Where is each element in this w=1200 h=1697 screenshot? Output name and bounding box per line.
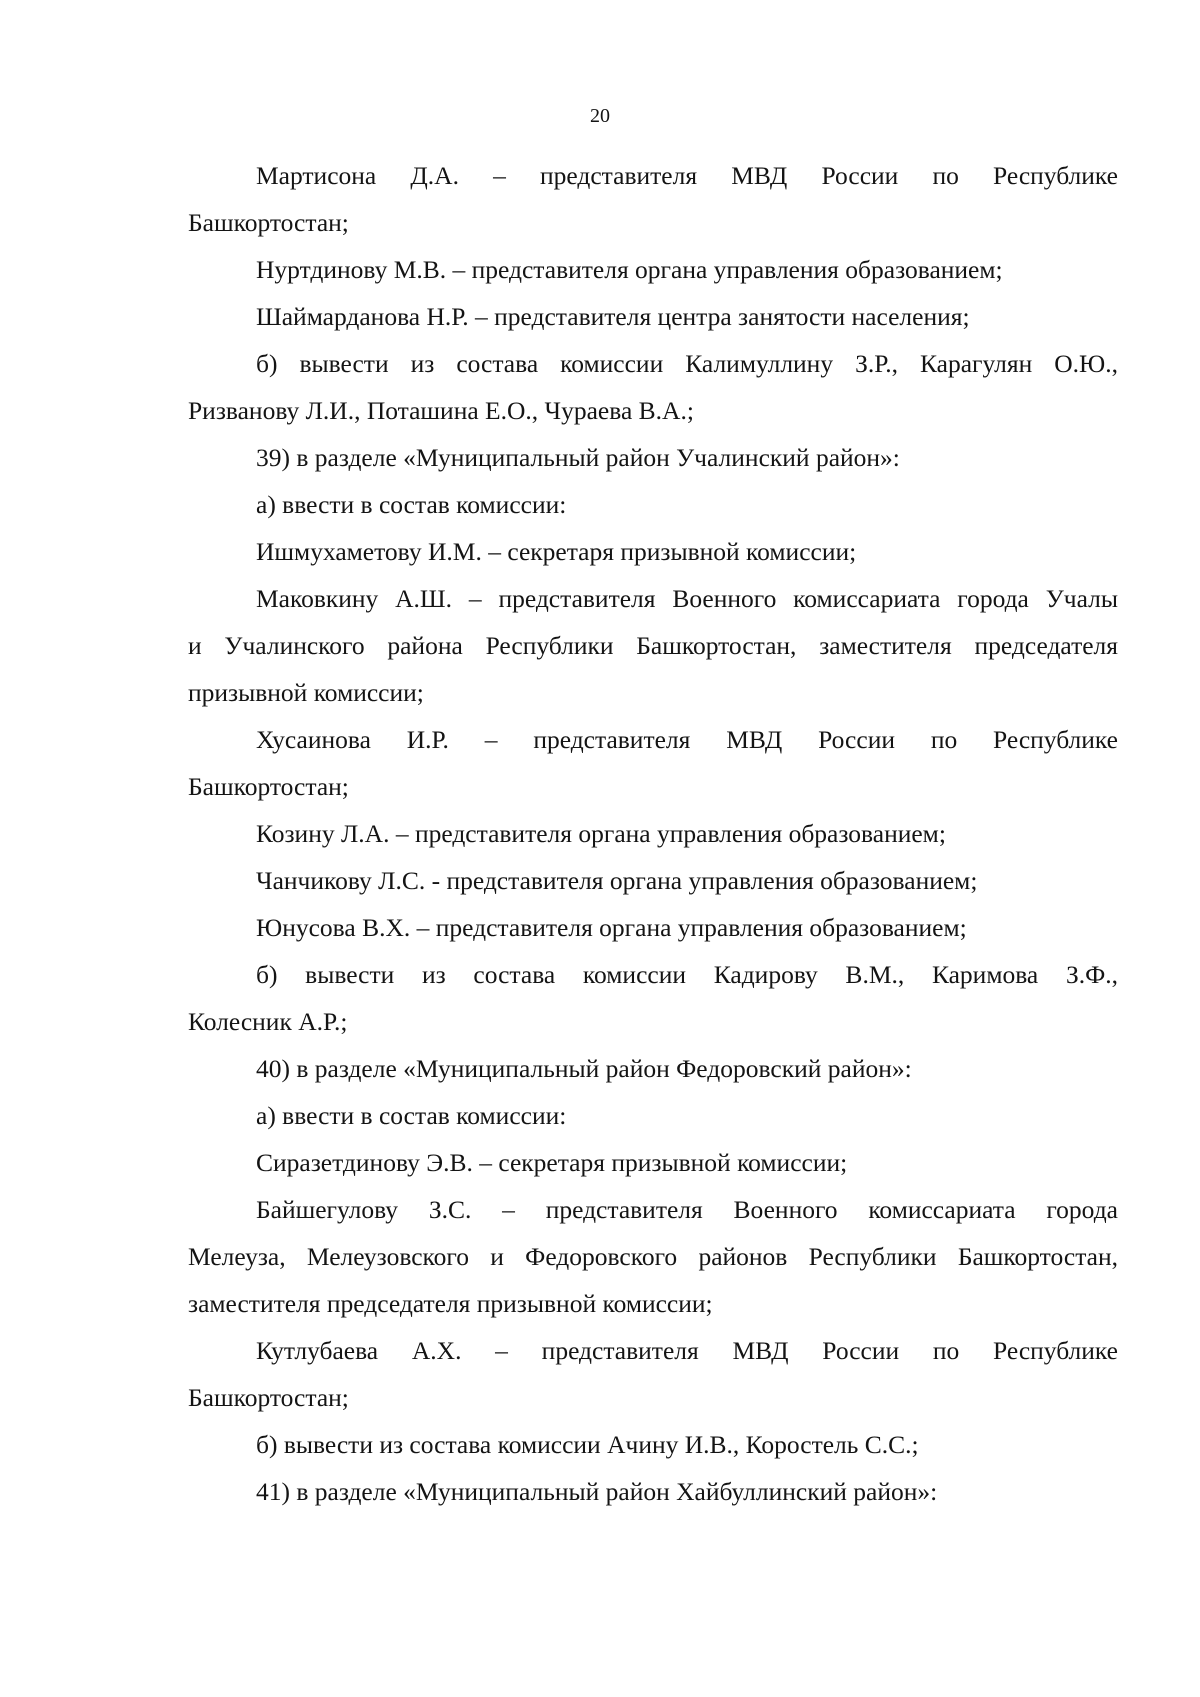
paragraph <box>188 1468 1118 1515</box>
paragraph <box>188 293 1118 340</box>
text-line: Кутлубаева А.Х. – представителя МВД России по Республике <box>256 1336 1118 1365</box>
paragraph <box>188 1327 1118 1421</box>
text-line: Чанчикову Л.С. - представителя органа управления образованием; <box>256 866 978 895</box>
text-line: Хусаинова И.Р. – представителя МВД России по Республике <box>256 725 1118 754</box>
text-line: б) вывести из состава комиссии Калимуллину З.Р., Карагулян О.Ю., <box>256 349 1118 378</box>
text-line: б) вывести из состава комиссии Ачину И.В., Коростель С.С.; <box>256 1430 919 1459</box>
text-line: а) ввести в состав комиссии: <box>256 490 567 519</box>
text-line: призывной комиссии; <box>188 678 424 707</box>
text-line: Мелеуза, Мелеузовского и Федоровского районов Республики Башкортостан, <box>188 1242 1118 1271</box>
text-line: Козину Л.А. – представителя органа управления образованием; <box>256 819 946 848</box>
text-line: Башкортостан; <box>188 772 349 801</box>
text-line: Башкортостан; <box>188 1383 349 1412</box>
paragraph <box>188 434 1118 481</box>
text-line: Ризванову Л.И., Поташина Е.О., Чураева В.А.; <box>188 396 694 425</box>
paragraph <box>188 481 1118 528</box>
paragraph <box>188 1421 1118 1468</box>
text-line: Маковкину А.Ш. – представителя Военного комиссариата города Учалы <box>256 584 1118 613</box>
text-line: Нуртдинову М.В. – представителя органа управления образованием; <box>256 255 1003 284</box>
paragraph <box>188 528 1118 575</box>
paragraph <box>188 1186 1118 1327</box>
paragraph <box>188 340 1118 434</box>
text-line: Колесник А.Р.; <box>188 1007 348 1036</box>
paragraph <box>188 810 1118 857</box>
text-line: Башкортостан; <box>188 208 349 237</box>
paragraph <box>188 1092 1118 1139</box>
document-body <box>188 152 1118 1515</box>
text-line: Байшегулову З.С. – представителя Военного комиссариата города <box>256 1195 1118 1224</box>
paragraph <box>188 575 1118 716</box>
text-line: Сиразетдинову Э.В. – секретаря призывной комиссии; <box>256 1148 848 1177</box>
text-line: а) ввести в состав комиссии: <box>256 1101 567 1130</box>
paragraph <box>188 246 1118 293</box>
text-line: и Учалинского района Республики Башкортостан, заместителя председателя <box>188 631 1118 660</box>
paragraph <box>188 1139 1118 1186</box>
paragraph <box>188 1045 1118 1092</box>
text-line: б) вывести из состава комиссии Кадирову В.М., Каримова З.Ф., <box>256 960 1118 989</box>
text-line: Юнусова В.Х. – представителя органа управления образованием; <box>256 913 967 942</box>
paragraph <box>188 857 1118 904</box>
text-line: Шаймарданова Н.Р. – представителя центра занятости населения; <box>256 302 970 331</box>
paragraph <box>188 904 1118 951</box>
text-line: заместителя председателя призывной комиссии; <box>188 1289 713 1318</box>
paragraph <box>188 716 1118 810</box>
text-line: 40) в разделе «Муниципальный район Федоровский район»: <box>256 1054 912 1083</box>
text-line: Ишмухаметову И.М. – секретаря призывной комиссии; <box>256 537 857 566</box>
paragraph <box>188 152 1118 246</box>
text-line: 39) в разделе «Муниципальный район Учалинский район»: <box>256 443 900 472</box>
text-line: 41) в разделе «Муниципальный район Хайбуллинский район»: <box>256 1477 938 1506</box>
paragraph <box>188 951 1118 1045</box>
page-number: 20 <box>590 105 610 127</box>
text-line: Мартисона Д.А. – представителя МВД России по Республике <box>256 161 1118 190</box>
